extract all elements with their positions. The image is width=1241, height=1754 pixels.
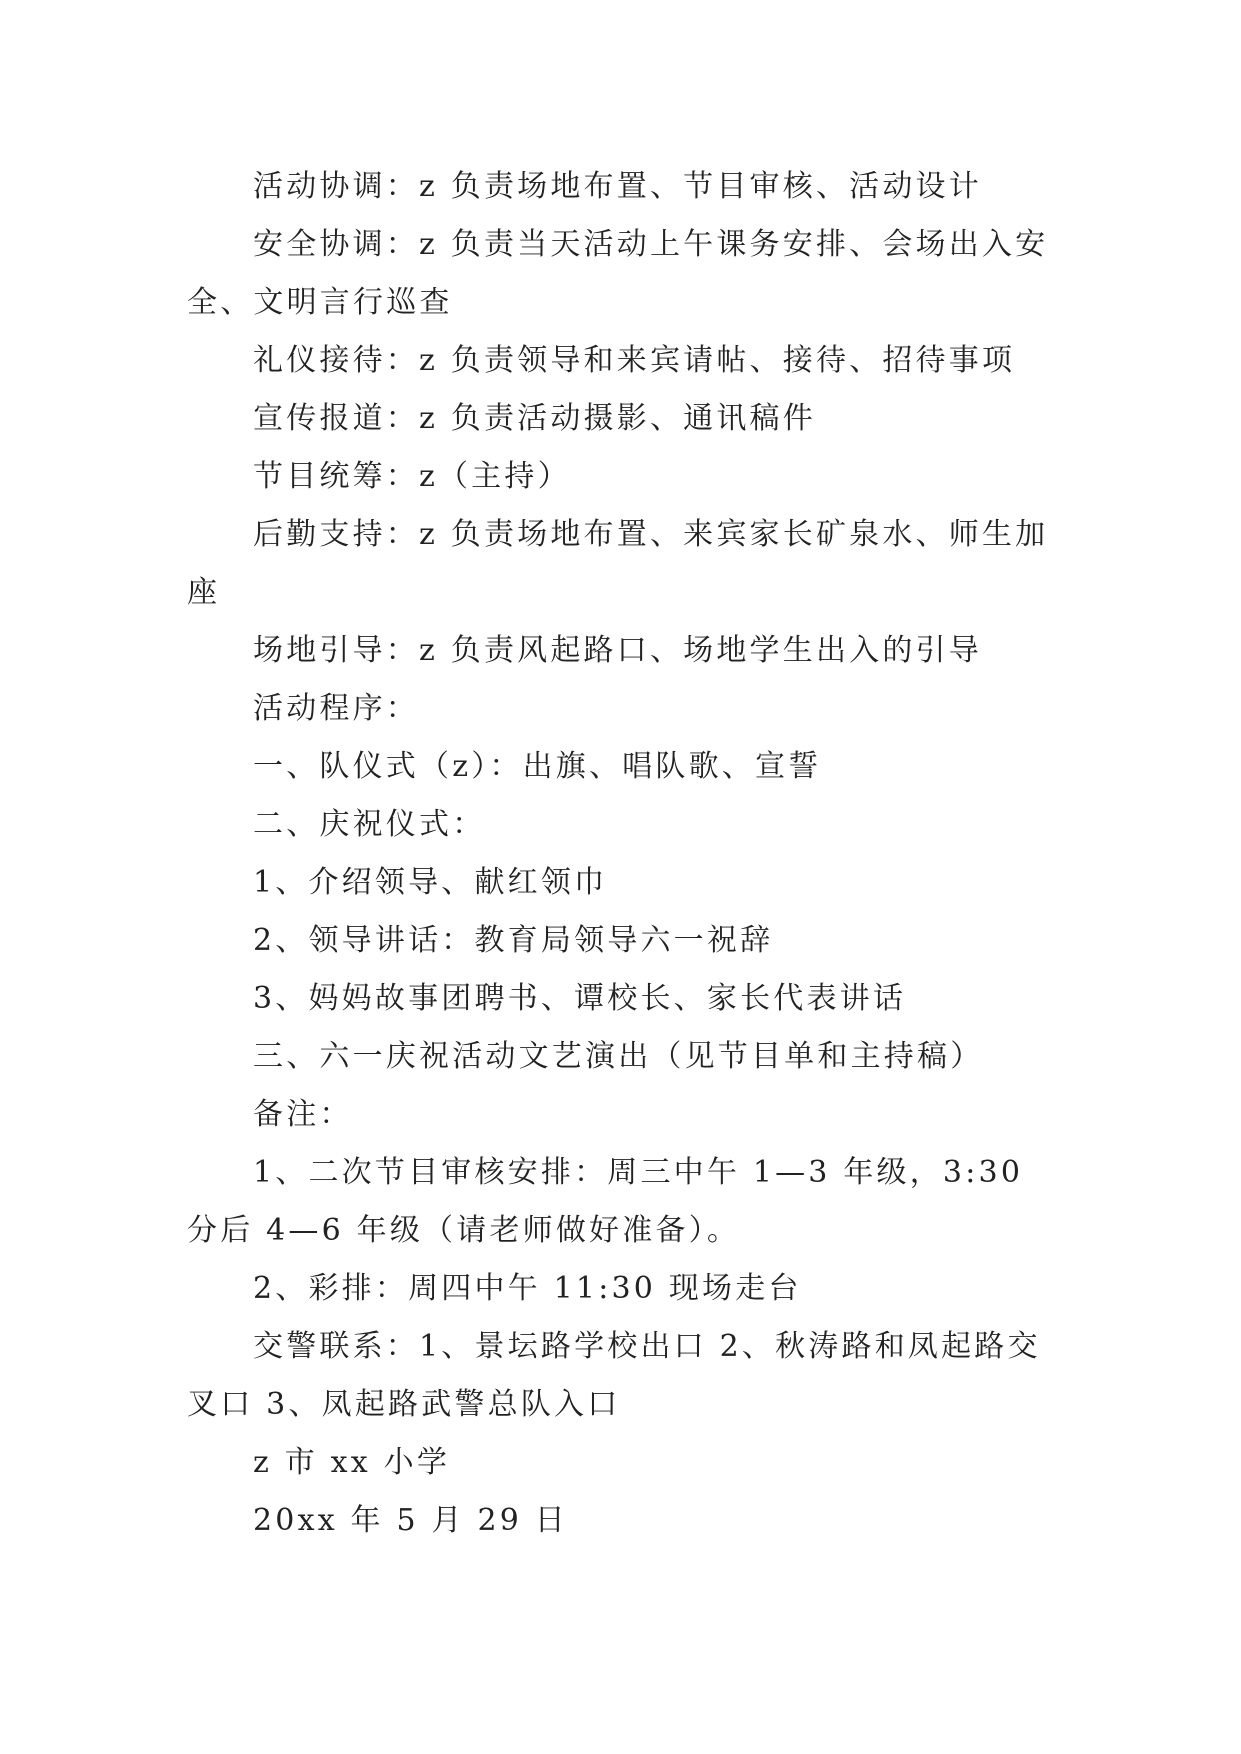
paragraph-activity-coordination: 活动协调：z 负责场地布置、节目审核、活动设计 bbox=[253, 169, 982, 204]
document-body bbox=[187, 158, 1053, 1550]
paragraph-publicity: 宣传报道：z 负责活动摄影、通讯稿件 bbox=[253, 401, 816, 436]
procedure-subitem-3: 3、妈妈故事团聘书、谭校长、家长代表讲话 bbox=[253, 981, 907, 1016]
note-item-2: 2、彩排：周四中午 11:30 现场走台 bbox=[253, 1271, 802, 1306]
procedure-item-1: 一、队仪式（z）：出旗、唱队歌、宣誓 bbox=[253, 749, 822, 784]
section-heading-notes: 备注： bbox=[253, 1097, 353, 1132]
paragraph-logistics: 后勤支持：z 负责场地布置、来宾家长矿泉水、师生加座 bbox=[187, 517, 1049, 610]
procedure-subitem-2: 2、领导讲话：教育局领导六一祝辞 bbox=[253, 923, 774, 958]
procedure-item-2: 二、庆祝仪式： bbox=[253, 807, 486, 842]
procedure-item-3: 三、六一庆祝活动文艺演出（见节目单和主持稿） bbox=[253, 1039, 984, 1074]
procedure-subitem-1: 1、介绍领导、献红领巾 bbox=[253, 865, 608, 900]
paragraph-program-coordination: 节目统筹：z（主持） bbox=[253, 459, 571, 494]
paragraph-traffic-police-contact: 交警联系：1、景坛路学校出口 2、秋涛路和凤起路交叉口 3、凤起路武警总队入口 bbox=[187, 1329, 1041, 1422]
paragraph-reception: 礼仪接待：z 负责领导和来宾请帖、接待、招待事项 bbox=[253, 343, 1016, 378]
paragraph-safety-coordination: 安全协调：z 负责当天活动上午课务安排、会场出入安全、文明言行巡查 bbox=[187, 227, 1049, 320]
note-item-1: 1、二次节目审核安排：周三中午 1—3 年级，3:30 分后 4—6 年级（请老师做好准备）。 bbox=[187, 1155, 1024, 1248]
paragraph-venue-guidance: 场地引导：z 负责风起路口、场地学生出入的引导 bbox=[253, 633, 982, 668]
section-heading-procedure: 活动程序： bbox=[253, 691, 419, 726]
signature-school: z 市 xx 小学 bbox=[253, 1445, 451, 1480]
signature-date: 20xx 年 5 月 29 日 bbox=[253, 1503, 568, 1538]
